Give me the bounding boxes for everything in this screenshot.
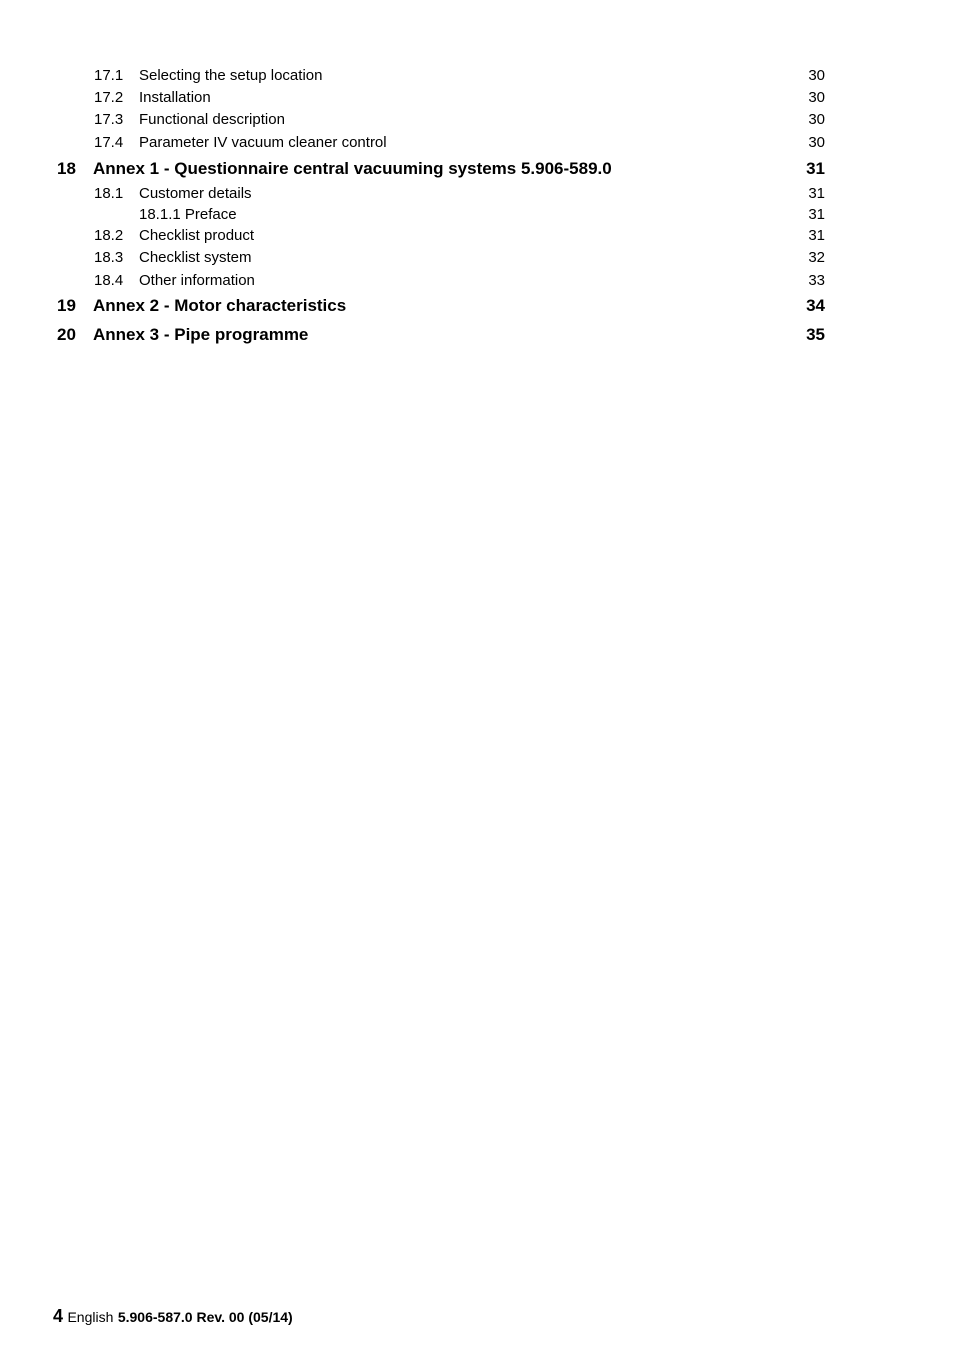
toc-entry-number: 18 — [57, 159, 76, 178]
toc-entry-title: Annex 3 - Pipe programme — [93, 325, 309, 344]
toc-entry-number: 17.3 — [94, 111, 124, 128]
toc-entry-page: 34 — [806, 296, 825, 315]
toc-entry-17-1[interactable] — [0, 65, 954, 87]
page-footer — [53, 1303, 293, 1331]
toc-entry-number: 18.2 — [94, 227, 124, 244]
toc-entry-19[interactable] — [0, 295, 954, 317]
toc-entry-page: 30 — [808, 111, 825, 128]
toc-entry-page: 31 — [808, 227, 825, 244]
toc-entry-page: 31 — [806, 159, 825, 178]
toc-entry-18-1-1[interactable] — [0, 204, 954, 226]
toc-entry-page: 30 — [808, 89, 825, 106]
toc-entry-page: 32 — [808, 249, 825, 266]
footer-page-number: 4 — [53, 1306, 64, 1326]
footer-language: English — [67, 1309, 114, 1325]
toc-entry-18[interactable] — [0, 158, 954, 180]
toc-entry-number: 19 — [57, 296, 76, 315]
toc-entry-title: Annex 2 - Motor characteristics — [93, 296, 347, 315]
toc-entry-17-3[interactable] — [0, 109, 954, 131]
toc-entry-title: Customer details — [139, 185, 252, 202]
toc-entry-title: Other information — [139, 272, 255, 289]
toc-entry-18-1[interactable] — [0, 183, 954, 205]
toc-entry-title: Selecting the setup location — [139, 67, 323, 84]
toc-entry-number: 18.1 — [94, 185, 124, 202]
toc-entry-number: 18.3 — [94, 249, 124, 266]
toc-entry-page: 31 — [808, 206, 825, 223]
toc-entry-title: Annex 1 - Questionnaire central vacuuming systems 5.906-589.0 — [93, 159, 612, 178]
toc-entry-number: 17.2 — [94, 89, 124, 106]
toc-entry-number: 17.4 — [94, 134, 124, 151]
toc-entry-title: Installation — [139, 89, 211, 106]
toc-entry-number: 18.4 — [94, 272, 124, 289]
toc-entry-title: Checklist product — [139, 227, 255, 244]
toc-entry-page: 33 — [808, 272, 825, 289]
toc-entry-18-3[interactable] — [0, 247, 954, 269]
toc-entry-17-4[interactable] — [0, 132, 954, 154]
toc-entry-page: 35 — [806, 325, 825, 344]
toc-entry-18-4[interactable] — [0, 270, 954, 292]
toc-entry-number: 20 — [57, 325, 76, 344]
toc-entry-18-2[interactable] — [0, 225, 954, 247]
toc-entry-page: 30 — [808, 134, 825, 151]
footer-document-reference: 5.906-587.0 Rev. 00 (05/14) — [117, 1309, 293, 1325]
toc-entry-page: 31 — [808, 185, 825, 202]
toc-entry-title: Functional description — [139, 111, 285, 128]
toc-entry-17-2[interactable] — [0, 87, 954, 109]
toc-entry-title: 18.1.1 Preface — [139, 206, 237, 223]
toc-entry-page: 30 — [808, 67, 825, 84]
toc-entry-title: Parameter IV vacuum cleaner control — [139, 134, 387, 151]
toc-entry-20[interactable] — [0, 324, 954, 346]
toc-entry-number: 17.1 — [94, 67, 124, 84]
toc-entry-title: Checklist system — [139, 249, 252, 266]
